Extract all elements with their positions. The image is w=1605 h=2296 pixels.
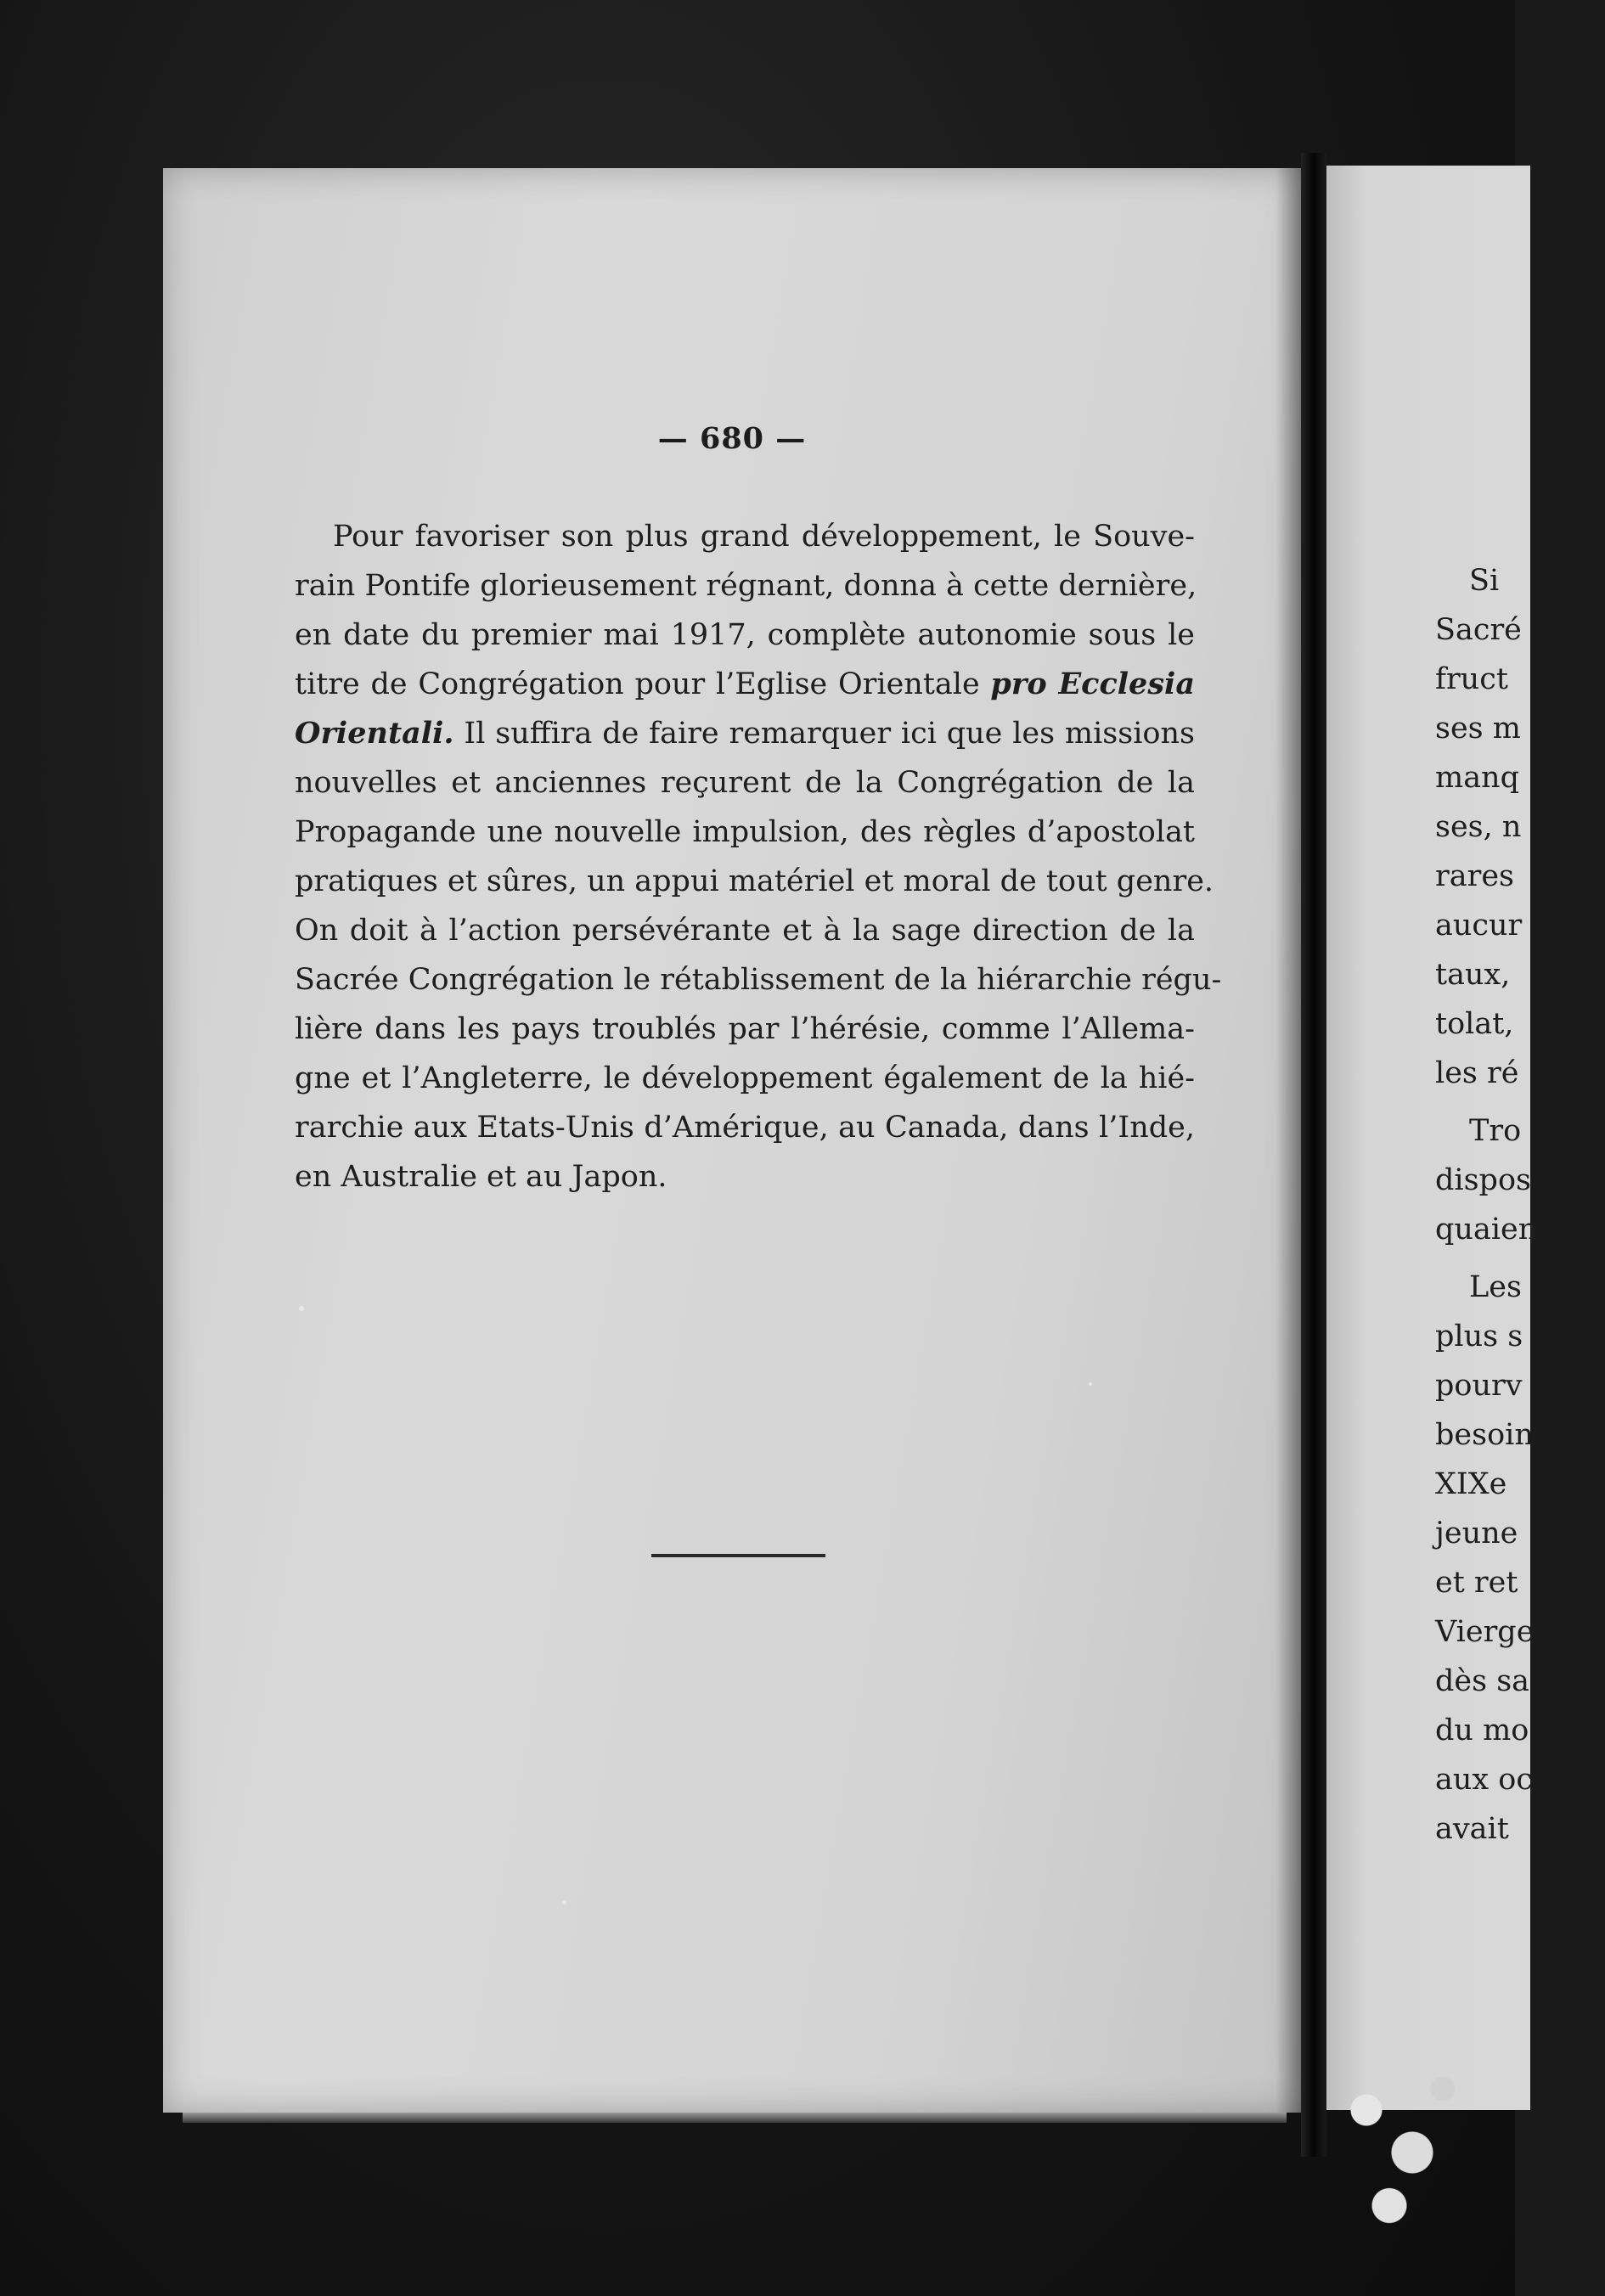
text-line: en Australie et au Japon. [295,1160,667,1194]
page-number: — 680 — [657,421,807,456]
text-line: Sacrée Congrégation le rétablissement de la hiérarchie régu- [295,963,1222,997]
text-line: aucur [1435,909,1523,943]
text-line: taux, [1435,958,1511,992]
text-line: manq [1435,761,1520,795]
text-line: rares [1435,859,1515,893]
text-line: plus s [1435,1320,1523,1353]
text-fragment: Il suffira de faire remarquer ici que les missions [453,717,1195,751]
text-line [295,660,1195,709]
text-line: en date du premier mai 1917, complète autonomie sous le [295,618,1195,652]
text-line: aux oc [1435,1763,1533,1797]
text-line: Vierge [1435,1615,1535,1649]
text-line: lière dans les pays troublés par l’hérésie, comme l’Allema- [295,1012,1195,1046]
text-line: et ret [1435,1566,1518,1600]
italic-latin-phrase: Orientali. [295,716,454,751]
paper-speck [562,1900,566,1905]
text-line: jeune [1435,1517,1518,1550]
text-line: ses m [1435,712,1521,746]
text-line: Pour favoriser son plus grand développement, le Souve- [333,520,1195,554]
text-line: nouvelles et anciennes reçurent de la Congrégation de la [295,766,1195,800]
book-gutter [1301,153,1326,2157]
text-line: quaien [1435,1213,1538,1246]
left-page [163,168,1301,2113]
text-line: ses, n [1435,810,1522,844]
text-line: tolat, [1435,1007,1514,1041]
text-line: gne et l’Angleterre, le développement également de la hié- [295,1061,1195,1095]
text-line: besoin [1435,1418,1534,1452]
right-page-text [1435,556,1605,1854]
text-line: dispos [1435,1163,1531,1197]
italic-latin-phrase: pro Ecclesia [990,667,1196,701]
text-line: avait [1435,1812,1509,1846]
body-paragraph [295,512,1222,1201]
text-line: fruct [1435,662,1508,696]
text-line: rarchie aux Etats-Unis d’Amérique, au Canada, dans l’Inde, [295,1111,1195,1145]
text-line: pratiques et sûres, un appui matériel et moral de tout genre. [295,864,1214,898]
text-line: Sacré [1435,613,1522,647]
text-line: Propagande une nouvelle impulsion, des règles d’apostolat [295,815,1195,849]
text-line: les ré [1435,1056,1519,1090]
paper-speck [299,1306,304,1311]
right-page [1326,166,1538,2110]
text-line [295,709,1195,758]
text-line: Les [1469,1270,1522,1304]
text-line: pourv [1435,1369,1523,1403]
paper-damage-mark [1321,2046,1473,2259]
page-edge [183,2113,1287,2123]
paper-speck [1089,1382,1092,1386]
text-fragment: titre de Congrégation pour l’Eglise Orientale [295,667,991,701]
section-end-rule [651,1554,825,1557]
text-line: du mo [1435,1714,1529,1747]
text-line: Si [1469,564,1500,598]
text-line: XIXe [1435,1467,1507,1501]
text-line: dès sa [1435,1664,1530,1698]
text-line: On doit à l’action persévérante et à la sage direction de la [295,914,1195,948]
text-line: Tro [1469,1114,1522,1148]
text-line: rain Pontife glorieusement régnant, donna à cette dernière, [295,569,1197,603]
